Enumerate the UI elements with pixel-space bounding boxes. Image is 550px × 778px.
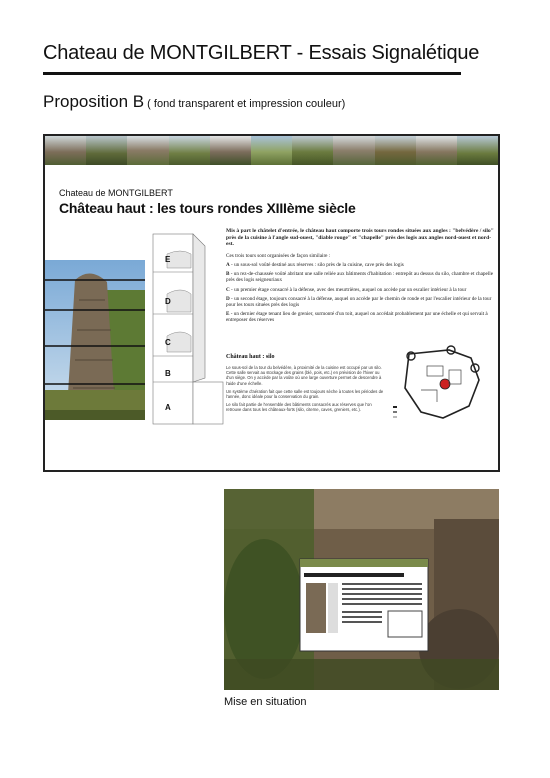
strip-photo <box>292 136 333 165</box>
silo-paragraph: Un système d'aération fait que cette salle est toujours sèche à toutes les périodes de l'année, donc idéale pour la conservation du grain. <box>226 388 384 400</box>
strip-photo <box>457 136 498 165</box>
panel-subtitle: Chateau de MONTGILBERT <box>59 188 173 198</box>
proposal-main: Proposition B <box>43 92 145 111</box>
panel-text-column <box>226 228 498 327</box>
level-text: - un premier étage consacré à la défense, avec des meurtrières, auquel on accède par un escalier intérieur à la tour <box>229 286 467 293</box>
strip-photo <box>416 136 457 165</box>
tower-level-label: D <box>165 297 171 306</box>
strip-photo <box>333 136 374 165</box>
level-letter: B <box>226 271 230 278</box>
tower-level-label: A <box>165 403 171 412</box>
level-text: - un dernier étage tenant lieu de grenier, surmonté d'un toit, auquel on accédait probablement par une échelle et qui servait à entreposer des réserves <box>226 311 488 324</box>
sign-panel <box>43 134 500 472</box>
castle-plan-diagram <box>391 344 493 428</box>
level-letter: D <box>226 295 230 302</box>
panel-heading: Château haut : les tours rondes XIIIème siècle <box>59 200 356 216</box>
level-letter: C <box>226 286 230 293</box>
silo-heading: Château haut : silo <box>226 354 275 360</box>
level-item <box>226 262 498 268</box>
strip-photo <box>127 136 168 165</box>
tower-photo-image <box>45 260 145 420</box>
strip-photo <box>45 136 86 165</box>
level-text: - un second étage, toujours consacré à la défense, auquel on accède par le chemin de ronde et par l'escalier intérieur de la tour pour les tours situées près des logis <box>226 295 492 308</box>
tower-level-label: E <box>165 255 171 264</box>
level-item <box>226 287 498 293</box>
situation-photo-image <box>224 489 499 690</box>
document-title: Chateau de MONTGILBERT - Essais Signalétique <box>43 42 480 64</box>
intro-paragraph: Ces trois tours sont organisées de façon similaire : <box>226 252 331 259</box>
level-text: - un rez-de-chaussée voûté abritant une salle reliée aux bâtiments d'habitation : entrepôt au dessus du silo, chambre et chapelle près des logis seigneuriaux <box>226 271 493 284</box>
strip-photo <box>251 136 292 165</box>
level-item <box>226 311 498 323</box>
tower-level-label: B <box>165 369 171 378</box>
situation-caption: Mise en situation <box>224 696 307 708</box>
proposal-note: ( fond transparent et impression couleur) <box>144 98 346 110</box>
silo-paragraph: Le silo fait partie de l'ensemble des bâtiments consacrés aux réserves que l'on retrouve dans tous les châteaux-forts (silo, citerne, caves, greniers, etc.). <box>226 402 372 413</box>
lead-paragraph: Mis à part le châtelet d'entrée, le château haut comporte trois tours rondes situées aux angles : "belvédère / silo" près de la cuisine à l'angle sud-ouest, "diable rouge" et "chapelle" près des logis aux angles nord-ouest et nord-est. <box>226 228 494 248</box>
silo-text <box>226 365 384 416</box>
proposal-heading <box>43 92 345 112</box>
title-rule <box>43 72 461 75</box>
level-item <box>226 271 498 283</box>
photo-strip <box>45 136 498 165</box>
strip-photo <box>169 136 210 165</box>
tower-section-diagram <box>145 232 225 428</box>
level-letter: A <box>226 261 230 268</box>
level-letter: E <box>226 311 230 318</box>
level-text: - un sous-sol voûté destiné aux réserves : silo près de la cuisine, cave près des logis <box>229 261 404 268</box>
strip-photo <box>86 136 127 165</box>
level-item <box>226 296 498 308</box>
tower-level-label: C <box>165 338 171 347</box>
strip-photo <box>375 136 416 165</box>
silo-paragraph: Le sous-sol de la tour du belvédère, à proximité de la cuisine est occupé par un silo. Cette salle servait au stockage des grains (blé, pois, etc.) en prévision de l'hiver ou d'un siège. On y accède par la voûte où une large ouverture permet de descendre à l'aide d'une échelle. <box>226 365 382 386</box>
strip-photo <box>210 136 251 165</box>
